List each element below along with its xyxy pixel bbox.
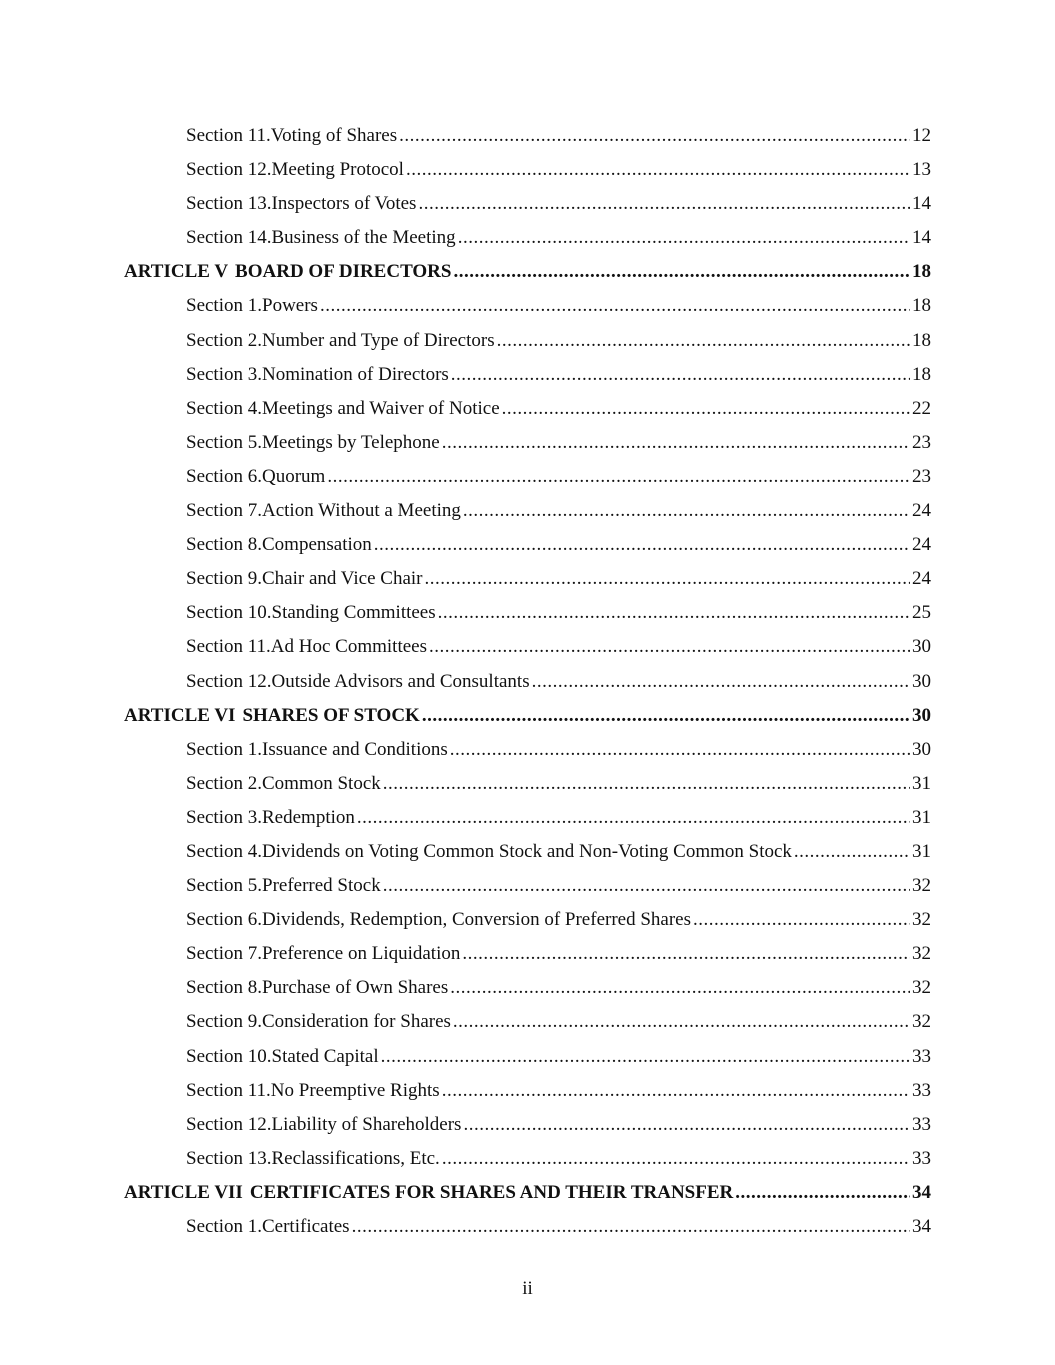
- toc-entry-title: Liability of Shareholders: [271, 1113, 462, 1135]
- toc-section-entry: [0, 562, 1055, 596]
- toc-entry-line: [186, 869, 931, 903]
- toc-entry-page: 24: [912, 500, 931, 522]
- toc-entry-page: 25: [912, 602, 931, 624]
- toc-entry-line: [186, 221, 931, 255]
- toc-entry-title: CERTIFICATES FOR SHARES AND THEIR TRANSFER: [249, 1181, 734, 1203]
- toc-entry-number: Section 3.: [186, 806, 262, 828]
- toc-section-entry: [0, 426, 1055, 460]
- toc-entry-number: Section 9.: [186, 1011, 262, 1033]
- toc-entry-title: Chair and Vice Chair: [262, 568, 423, 590]
- toc-entry-title: Stated Capital: [271, 1045, 379, 1067]
- toc-entry-page: 24: [912, 534, 931, 556]
- toc-entry-page: 18: [912, 295, 931, 317]
- toc-entry-line: [186, 1210, 931, 1244]
- toc-entry-page: 14: [912, 193, 931, 215]
- toc-entry-number: Section 6.: [186, 465, 262, 487]
- toc-entry-number: Section 6.: [186, 909, 262, 931]
- dot-leader: [462, 937, 910, 971]
- toc-section-entry: [0, 835, 1055, 869]
- toc-entry-line: [186, 494, 931, 528]
- toc-entry-page: 33: [912, 1113, 931, 1135]
- dot-leader: [735, 1176, 910, 1210]
- toc-entry-title: Number and Type of Directors: [262, 329, 495, 351]
- toc-entry-line: [186, 528, 931, 562]
- toc-entry-number: Section 9.: [186, 568, 262, 590]
- dot-leader: [383, 767, 910, 801]
- toc-entry-number: Section 2.: [186, 329, 262, 351]
- toc-entry-line: [186, 1108, 931, 1142]
- toc-entry-page: 31: [912, 840, 931, 862]
- toc-entry-page: 18: [912, 363, 931, 385]
- toc-entry-title: Meetings and Waiver of Notice: [262, 397, 500, 419]
- toc-entry-page: 30: [912, 738, 931, 760]
- dot-leader: [429, 630, 910, 664]
- toc-entry-page: 32: [912, 909, 931, 931]
- toc-entry-page: 34: [912, 1216, 931, 1237]
- toc-entry-page: 33: [912, 1147, 931, 1169]
- toc-entry-page: 30: [912, 670, 931, 692]
- toc-section-entry: [0, 494, 1055, 528]
- toc-entry-line: [186, 460, 931, 494]
- dot-leader: [406, 153, 910, 187]
- toc-entry-number: Section 10.: [186, 1045, 272, 1067]
- toc-entry-title: Powers: [262, 295, 318, 317]
- toc-entry-number: Section 13.: [186, 193, 272, 215]
- toc-section-entry: [0, 801, 1055, 835]
- dot-leader: [374, 528, 910, 562]
- toc-entry-page: 33: [912, 1079, 931, 1101]
- dot-leader: [352, 1210, 910, 1244]
- toc-entry-number: Section 5.: [186, 431, 262, 453]
- toc-entry-title: No Preemptive Rights: [270, 1079, 440, 1101]
- dot-leader: [693, 903, 910, 937]
- toc-section-entry: [0, 460, 1055, 494]
- toc-entry-line: [186, 187, 931, 221]
- toc-entry-line: [186, 562, 931, 596]
- dot-leader: [418, 187, 910, 221]
- toc-entry-line: [186, 324, 931, 358]
- toc-entry-page: 33: [912, 1045, 931, 1067]
- toc-entry-number: ARTICLE VII: [124, 1181, 243, 1203]
- table-of-contents: [0, 119, 1055, 1244]
- toc-entry-number: Section 1.: [186, 738, 262, 760]
- dot-leader: [450, 971, 910, 1005]
- toc-entry-page: 22: [912, 397, 931, 419]
- dot-leader: [463, 1108, 910, 1142]
- toc-entry-title: SHARES OF STOCK: [242, 704, 420, 726]
- toc-section-entry: [0, 733, 1055, 767]
- toc-entry-title: Consideration for Shares: [262, 1011, 451, 1033]
- toc-entry-title: Ad Hoc Committees: [270, 636, 427, 658]
- toc-entry-line: [186, 630, 931, 664]
- dot-leader: [357, 801, 910, 835]
- toc-entry-line: [186, 1040, 931, 1074]
- toc-entry-line: [186, 937, 931, 971]
- toc-entry-title: Business of the Meeting: [271, 227, 456, 249]
- toc-entry-number: Section 11.: [186, 636, 271, 658]
- toc-section-entry: [0, 1074, 1055, 1108]
- toc-section-entry: [0, 1142, 1055, 1176]
- toc-entry-number: ARTICLE VI: [124, 704, 236, 726]
- toc-entry-title: Common Stock: [262, 772, 381, 794]
- toc-entry-number: Section 13.: [186, 1147, 272, 1169]
- toc-entry-page: 30: [912, 704, 931, 726]
- toc-entry-number: Section 4.: [186, 840, 262, 862]
- toc-entry-number: Section 1.: [186, 1216, 262, 1237]
- toc-entry-line: [186, 426, 931, 460]
- toc-entry-line: [186, 596, 931, 630]
- toc-section-entry: [0, 358, 1055, 392]
- toc-entry-page: 30: [912, 636, 931, 658]
- toc-entry-title: Standing Committees: [271, 602, 436, 624]
- toc-entry-number: Section 4.: [186, 397, 262, 419]
- dot-leader: [442, 426, 910, 460]
- toc-entry-line: [186, 153, 931, 187]
- toc-entry-page: 32: [912, 875, 931, 897]
- dot-leader: [451, 358, 910, 392]
- dot-leader: [381, 1040, 910, 1074]
- toc-section-entry: [0, 153, 1055, 187]
- toc-entry-title: Voting of Shares: [270, 125, 398, 146]
- toc-section-entry: [0, 187, 1055, 221]
- toc-entry-page: 31: [912, 806, 931, 828]
- toc-entry-page: 32: [912, 943, 931, 965]
- toc-section-entry: [0, 630, 1055, 664]
- toc-entry-line: [186, 1074, 931, 1108]
- dot-leader: [383, 869, 910, 903]
- toc-section-entry: [0, 971, 1055, 1005]
- toc-section-entry: [0, 392, 1055, 426]
- toc-entry-number: Section 14.: [186, 227, 272, 249]
- toc-entry-title: Action Without a Meeting: [262, 500, 461, 522]
- toc-entry-number: Section 5.: [186, 875, 262, 897]
- toc-section-entry: [0, 937, 1055, 971]
- toc-entry-page: 23: [912, 431, 931, 453]
- toc-section-entry: [0, 596, 1055, 630]
- toc-section-entry: [0, 665, 1055, 699]
- toc-entry-title: Compensation: [262, 534, 372, 556]
- toc-entry-title: Meetings by Telephone: [262, 431, 440, 453]
- dot-leader: [442, 1074, 910, 1108]
- toc-section-entry: [0, 1005, 1055, 1039]
- toc-entry-title: Preferred Stock: [262, 875, 381, 897]
- toc-entry-number: Section 8.: [186, 977, 262, 999]
- toc-entry-line: [186, 665, 931, 699]
- dot-leader: [327, 460, 910, 494]
- toc-entry-line: [186, 289, 931, 323]
- dot-leader: [463, 494, 910, 528]
- dot-leader: [532, 665, 910, 699]
- toc-entry-page: 23: [912, 465, 931, 487]
- toc-entry-line: [124, 699, 931, 733]
- dot-leader: [453, 1005, 910, 1039]
- toc-entry-title: Nomination of Directors: [262, 363, 449, 385]
- toc-entry-line: [186, 903, 931, 937]
- toc-entry-number: Section 7.: [186, 500, 262, 522]
- toc-section-entry: [0, 221, 1055, 255]
- dot-leader: [320, 289, 910, 323]
- toc-entry-number: Section 7.: [186, 943, 262, 965]
- toc-entry-page: 18: [912, 329, 931, 351]
- toc-section-entry: [0, 119, 1055, 153]
- toc-entry-title: Meeting Protocol: [271, 159, 404, 181]
- toc-entry-page: 13: [912, 159, 931, 181]
- toc-entry-page: 32: [912, 1011, 931, 1033]
- toc-entry-line: [186, 801, 931, 835]
- dot-leader: [425, 562, 911, 596]
- toc-entry-line: [124, 255, 931, 289]
- toc-entry-line: [186, 358, 931, 392]
- toc-entry-title: Dividends on Voting Common Stock and Non-Voting Common Stock: [262, 840, 792, 862]
- toc-entry-title: Issuance and Conditions: [262, 738, 448, 760]
- toc-section-entry: [0, 1108, 1055, 1142]
- toc-entry-title: Inspectors of Votes: [271, 193, 417, 215]
- toc-entry-line: [186, 733, 931, 767]
- toc-entry-number: Section 2.: [186, 772, 262, 794]
- dot-leader: [458, 221, 910, 255]
- toc-entry-page: 14: [912, 227, 931, 249]
- toc-section-entry: [0, 869, 1055, 903]
- toc-entry-line: [124, 1176, 931, 1210]
- toc-entry-number: Section 3.: [186, 363, 262, 385]
- toc-entry-number: Section 12.: [186, 159, 272, 181]
- toc-article-entry: [0, 699, 1055, 733]
- dot-leader: [453, 255, 910, 289]
- toc-entry-line: [186, 1142, 931, 1176]
- toc-section-entry: [0, 289, 1055, 323]
- toc-entry-number: Section 10.: [186, 602, 272, 624]
- toc-entry-title: BOARD OF DIRECTORS: [235, 261, 452, 283]
- toc-article-entry: [0, 255, 1055, 289]
- dot-leader: [422, 699, 910, 733]
- toc-entry-number: ARTICLE V: [124, 261, 229, 283]
- toc-entry-title: Dividends, Redemption, Conversion of Preferred Shares: [262, 909, 691, 931]
- toc-entry-line: [186, 1005, 931, 1039]
- dot-leader: [497, 324, 910, 358]
- dot-leader: [442, 1142, 910, 1176]
- toc-entry-number: Section 1.: [186, 295, 262, 317]
- toc-entry-page: 32: [912, 977, 931, 999]
- toc-entry-page: 24: [912, 568, 931, 590]
- dot-leader: [502, 392, 910, 426]
- toc-entry-number: Section 12.: [186, 1113, 272, 1135]
- toc-entry-page: 31: [912, 772, 931, 794]
- toc-section-entry: [0, 324, 1055, 358]
- toc-entry-title: Purchase of Own Shares: [262, 977, 449, 999]
- toc-article-entry: [0, 1176, 1055, 1210]
- toc-section-entry: [0, 903, 1055, 937]
- toc-section-entry: [0, 767, 1055, 801]
- toc-entry-line: [186, 971, 931, 1005]
- toc-section-entry: [0, 528, 1055, 562]
- toc-entry-line: [186, 392, 931, 426]
- toc-entry-page: 34: [912, 1181, 931, 1203]
- dot-leader: [399, 119, 910, 153]
- dot-leader: [438, 596, 910, 630]
- dot-leader: [794, 835, 910, 869]
- toc-entry-line: [186, 119, 931, 153]
- dot-leader: [450, 733, 910, 767]
- toc-section-entry: [0, 1210, 1055, 1244]
- toc-entry-number: Section 11.: [186, 125, 271, 146]
- toc-entry-page: 18: [912, 261, 931, 283]
- toc-entry-title: Preference on Liquidation: [262, 943, 461, 965]
- toc-entry-title: Redemption: [262, 806, 355, 828]
- toc-entry-title: Quorum: [262, 465, 326, 487]
- toc-entry-title: Reclassifications, Etc.: [271, 1147, 440, 1169]
- toc-section-entry: [0, 1040, 1055, 1074]
- toc-entry-number: Section 8.: [186, 534, 262, 556]
- toc-entry-title: Certificates: [262, 1216, 350, 1237]
- toc-entry-number: Section 12.: [186, 670, 272, 692]
- toc-entry-line: [186, 767, 931, 801]
- toc-entry-number: Section 11.: [186, 1079, 271, 1101]
- page-number: ii: [522, 1278, 533, 1299]
- toc-entry-line: [186, 835, 931, 869]
- toc-entry-page: 12: [912, 125, 931, 146]
- toc-entry-title: Outside Advisors and Consultants: [271, 670, 530, 692]
